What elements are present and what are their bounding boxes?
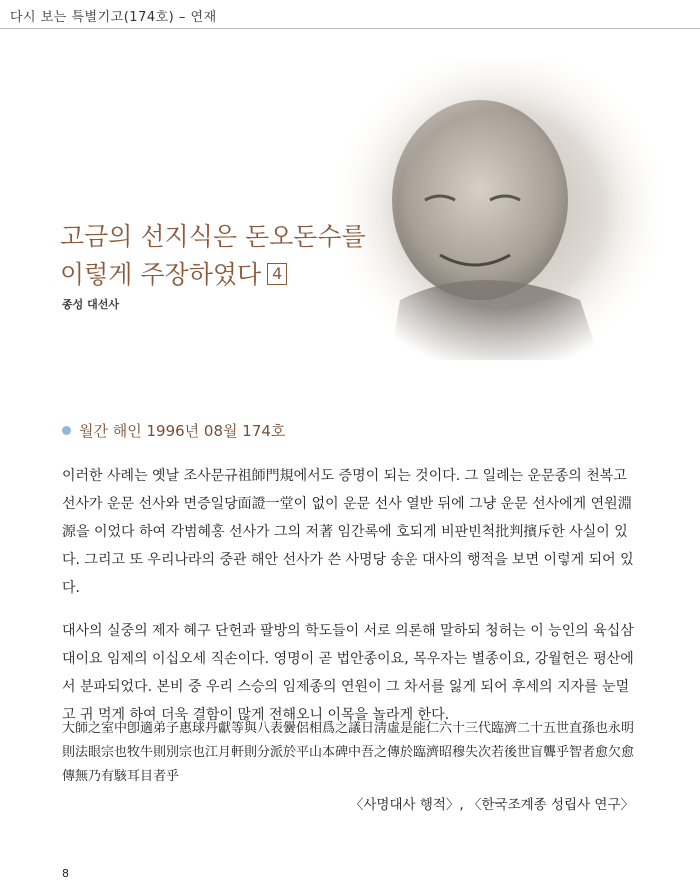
page-number: 8 [62,867,69,880]
running-header: 다시 보는 특별기고(174호) – 연재 [10,10,217,25]
title-line-2-text: 이렇게 주장하였다 [60,260,262,289]
title-line-2 [60,256,366,294]
paragraph-1: 이러한 사례는 옛날 조사문규祖師門規에서도 증명이 되는 것이다. 그 일례는 운문종의 천복고 선사가 운문 선사와 면증일당面證一堂이 없이 운문 선사 열반 뒤에 그냥 운문 선사에게 연원淵源을 이었다 하여 각범혜홍 선사가 그의 저著 임간록에 호되게 비판빈척批判擯斥한 사실이 있다. 그리고 또 우리나라의 중관 해안 선사가 쓴 사명당 송운 대사의 행적을 보면 이렇게 되어 있다. [62,468,634,596]
citation: 〈사명대사 행적〉, 〈한국조계종 성립사 연구〉 [349,797,634,813]
author-name: 종성 대선사 [62,298,119,311]
bullet-dot-icon [62,426,71,435]
monk-portrait-photo [330,60,670,390]
classical-chinese-quote: 大師之室中卽適弟子惠球丹獻等與八表黌侶相爲之議日淸虛是能仁六十三代臨濟二十五世直孫也永明則法眼宗也牧牛則別宗也江月軒則分派於平山本碑中吾之傳於臨濟昭穆失次若後世盲聾乎智者愈欠愈傳無乃有駭耳目者乎 [62,721,635,784]
source-line [62,420,285,441]
paragraph-2: 대사의 실중의 제자 혜구 단헌과 팔방의 학도들이 서로 의론해 말하되 청허는 이 능인의 육십삼대이요 임제의 이십오세 직손이다. 영명이 곧 법안종이요, 목우자는 별종이요, 강월헌은 평산에서 분파되었다. 본비 중 우리 스승의 임제종의 연원이 그 차서를 잃게 되어 후세의 지자를 눈멀고 귀 먹게 하여 더욱 결함이 많게 전해오니 이목을 놀라게 한다. [62,623,634,723]
article-title [60,218,366,294]
series-number-box: 4 [267,263,287,285]
header-rule [0,28,700,29]
source-text: 월간 해인 1996년 08월 174호 [79,422,286,440]
title-line-1: 고금의 선지식은 돈오돈수를 [60,222,366,251]
